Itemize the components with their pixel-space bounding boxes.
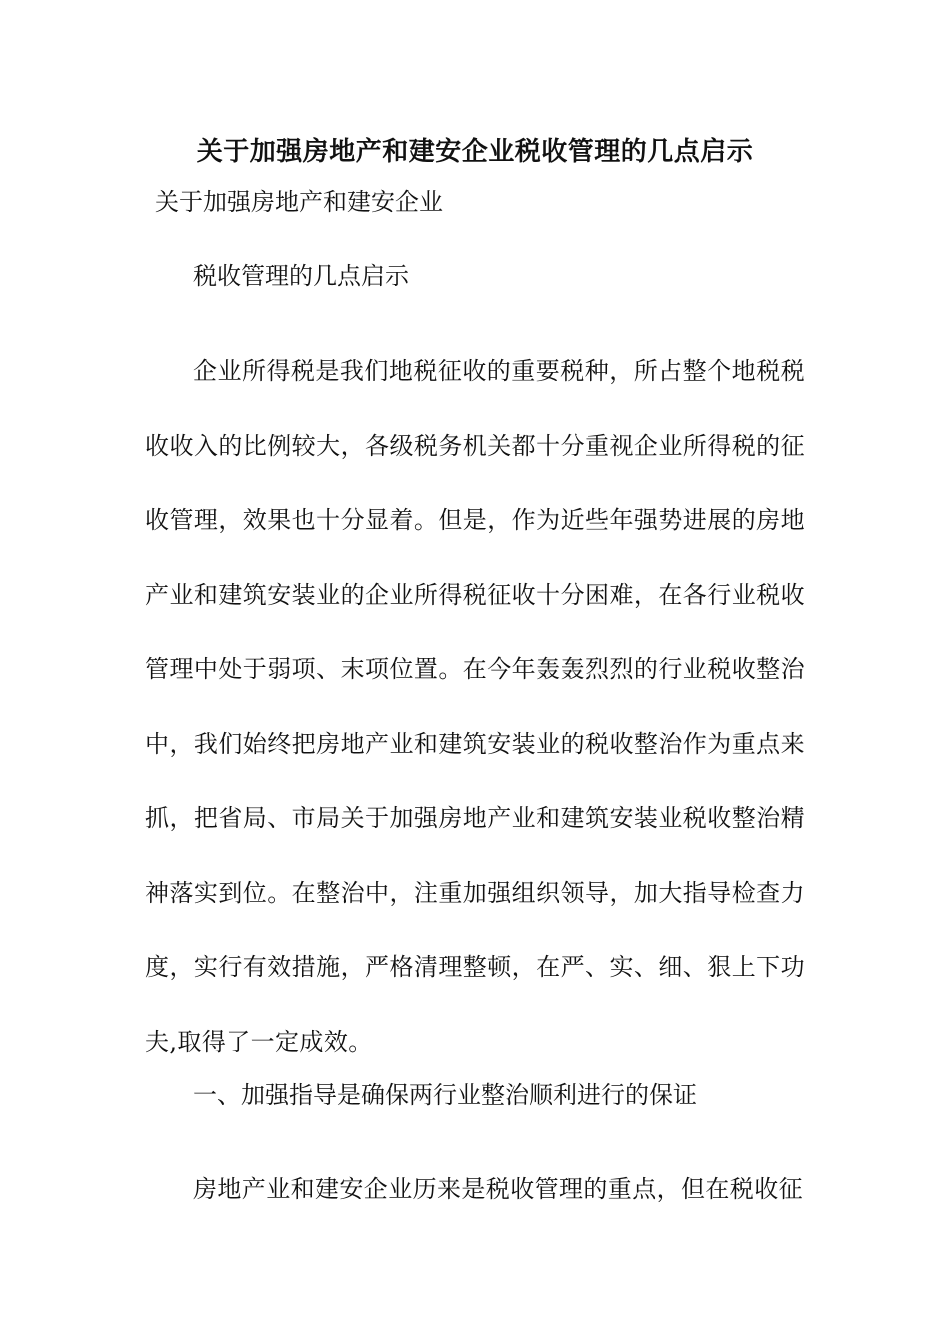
body-paragraph-1: 企业所得税是我们地税征收的重要税种，所占整个地税税收收入的比例较大，各级税务机关都十分重视企业所得税的征收管理，效果也十分显着。但是，作为近些年强势进展的房地产业和建筑安装业的企业所得税征收十分困难，在各行业税收管理中处于弱项、末项位置。在今年轰轰烈烈的行业税收整治中，我们始终把房地产业和建筑安装业的税收整治作为重点来抓，把省局、市局关于加强房地产业和建筑安装业税收整治精神落实到位。在整治中，注重加强组织领导，加大指导检查力度，实行有效措施，严格清理整顿，在严、实、细、狠上下功夫,取得了一定成效。 xyxy=(145,357,805,1056)
section-heading-1: 一、加强指导是确保两行业整治顺利进行的保证 xyxy=(193,1081,697,1109)
document-subtitle-line2: 税收管理的几点启示 xyxy=(193,262,409,290)
document-subtitle-line1: 关于加强房地产和建安企业 xyxy=(155,188,443,216)
document-title: 关于加强房地产和建安企业税收管理的几点启示 xyxy=(196,137,754,167)
body-paragraph-2: 房地产业和建安企业历来是税收管理的重点，但在税收征 xyxy=(193,1175,803,1203)
